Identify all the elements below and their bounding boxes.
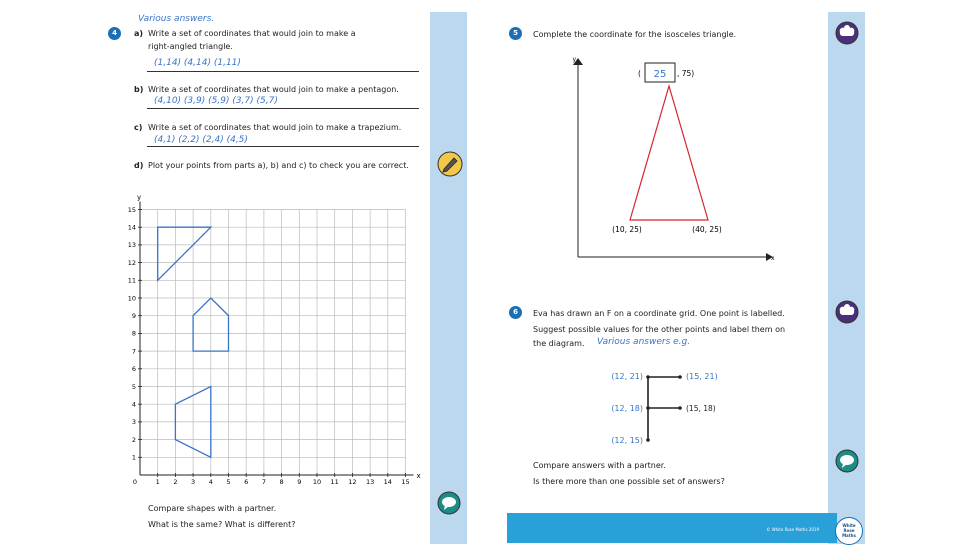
various-answers-note: Various answers.	[138, 14, 215, 24]
pencil-icon	[436, 150, 464, 178]
plotted-triangle	[158, 227, 211, 280]
q4a-label: a)	[134, 29, 144, 38]
question-6-number: 6	[509, 306, 522, 319]
question-5-number: 5	[509, 27, 522, 40]
q5-y-label: y	[572, 56, 576, 63]
left-compare-line1: Compare shapes with a partner.	[148, 504, 277, 513]
x-tick-label: 5	[226, 478, 231, 486]
x-tick-label: 2	[173, 478, 178, 486]
q4b-answer: (4,10) (3,9) (5,9) (3,7) (5,7)	[154, 96, 278, 106]
x-tick-label: 11	[330, 478, 339, 486]
f-point	[646, 375, 650, 379]
q4c-label: c)	[134, 123, 143, 132]
q5-text: Complete the coordinate for the isosceles triangle.	[533, 30, 737, 39]
q4a-answer: (1,14) (4,14) (1,11)	[154, 58, 241, 68]
origin-label: 0	[132, 478, 138, 486]
y-tick-label: 10	[127, 294, 136, 303]
y-tick-label: 12	[127, 258, 136, 267]
right-compare-line1: Compare answers with a partner.	[533, 461, 666, 470]
q6-text-line3: the diagram.	[533, 339, 585, 348]
left-margin-strip	[430, 12, 467, 544]
f-point	[678, 406, 682, 410]
y-tick-label: 4	[131, 400, 136, 409]
x-tick-label: 15	[401, 478, 410, 486]
q5-box-answer: 25	[653, 69, 667, 80]
q5-right-vertex-label: (40, 25)	[692, 225, 722, 234]
y-tick-label: 2	[131, 435, 136, 444]
q4c-text: Write a set of coordinates that would join to make a trapezium.	[148, 123, 402, 132]
f-top-left-label: (12, 21)	[611, 372, 643, 381]
thinking-bubble-icon	[834, 20, 860, 46]
q4d-text: Plot your points from parts a), b) and c) to check you are correct.	[148, 161, 409, 170]
isosceles-triangle-diagram	[570, 55, 785, 265]
f-point	[678, 375, 682, 379]
q4a-text-line1: Write a set of coordinates that would join to make a	[148, 29, 356, 38]
q4c-answer: (4,1) (2,2) (2,4) (4,5)	[154, 135, 248, 145]
y-tick-label: 15	[127, 205, 136, 214]
speech-bubble-icon	[834, 448, 860, 474]
y-tick-label: 6	[131, 365, 136, 374]
footer-copyright: © White Rose Maths 2019	[766, 527, 819, 532]
y-tick-label: 7	[131, 347, 136, 356]
x-tick-label: 12	[348, 478, 357, 486]
logo-icon	[835, 517, 863, 545]
right-compare-line2: Is there more than one possible set of answers?	[533, 477, 725, 486]
f-top-right-label: (15, 21)	[686, 372, 718, 381]
y-tick-label: 11	[127, 276, 136, 285]
f-mid-left-label: (12, 18)	[611, 404, 643, 413]
q4b-label: b)	[134, 85, 144, 94]
y-tick-label: 3	[131, 418, 136, 427]
isosceles-triangle	[630, 86, 708, 220]
f-mid-right-label: (15, 18)	[686, 404, 716, 413]
x-tick-label: 13	[365, 478, 375, 486]
x-tick-label: 3	[191, 478, 196, 486]
x-tick-label: 6	[244, 478, 249, 486]
q5-open-bracket: (	[638, 69, 641, 78]
x-tick-label: 14	[383, 478, 392, 486]
q4a-answer-line	[147, 71, 419, 72]
footer-bar	[507, 513, 837, 543]
y-tick-label: 5	[131, 382, 136, 391]
x-tick-label: 1	[155, 478, 160, 486]
x-tick-label: 8	[279, 478, 284, 486]
q4a-text-line2: right-angled triangle.	[148, 42, 233, 51]
q5-x-label: x	[771, 255, 775, 262]
y-axis-label: y	[137, 193, 142, 202]
x-axis-label: x	[416, 472, 421, 480]
letter-f-diagram	[600, 362, 750, 447]
q6-text-line1: Eva has drawn an F on a coordinate grid. One point is labelled.	[533, 309, 785, 318]
y-tick-label: 1	[131, 453, 136, 462]
y-tick-label: 14	[127, 223, 136, 232]
x-tick-label: 7	[261, 478, 266, 486]
f-point	[646, 406, 650, 410]
q6-various-answers: Various answers e.g.	[597, 337, 691, 347]
q4b-text: Write a set of coordinates that would join to make a pentagon.	[148, 85, 399, 94]
x-tick-label: 9	[297, 478, 302, 486]
x-tick-label: 4	[208, 478, 213, 486]
coordinate-grid	[120, 180, 430, 490]
logo-text: White Rose Maths	[842, 523, 856, 538]
f-point	[646, 438, 650, 442]
thinking-bubble-icon	[834, 299, 860, 325]
y-tick-label: 8	[131, 329, 136, 338]
q5-close-bracket: , 75)	[677, 69, 695, 78]
q4d-label: d)	[134, 161, 144, 170]
y-tick-label: 13	[127, 241, 136, 250]
left-compare-line2: What is the same? What is different?	[148, 520, 296, 529]
q4c-answer-line	[147, 146, 419, 147]
x-tick-label: 10	[312, 478, 322, 486]
q6-text-line2: Suggest possible values for the other points and label them on	[533, 325, 786, 334]
y-tick-label: 9	[131, 312, 136, 320]
question-4-number: 4	[108, 27, 121, 40]
speech-bubble-icon	[436, 490, 462, 516]
q4b-answer-line	[147, 108, 419, 109]
q5-left-vertex-label: (10, 25)	[612, 225, 642, 234]
f-bottom-label: (12, 15)	[611, 436, 643, 445]
